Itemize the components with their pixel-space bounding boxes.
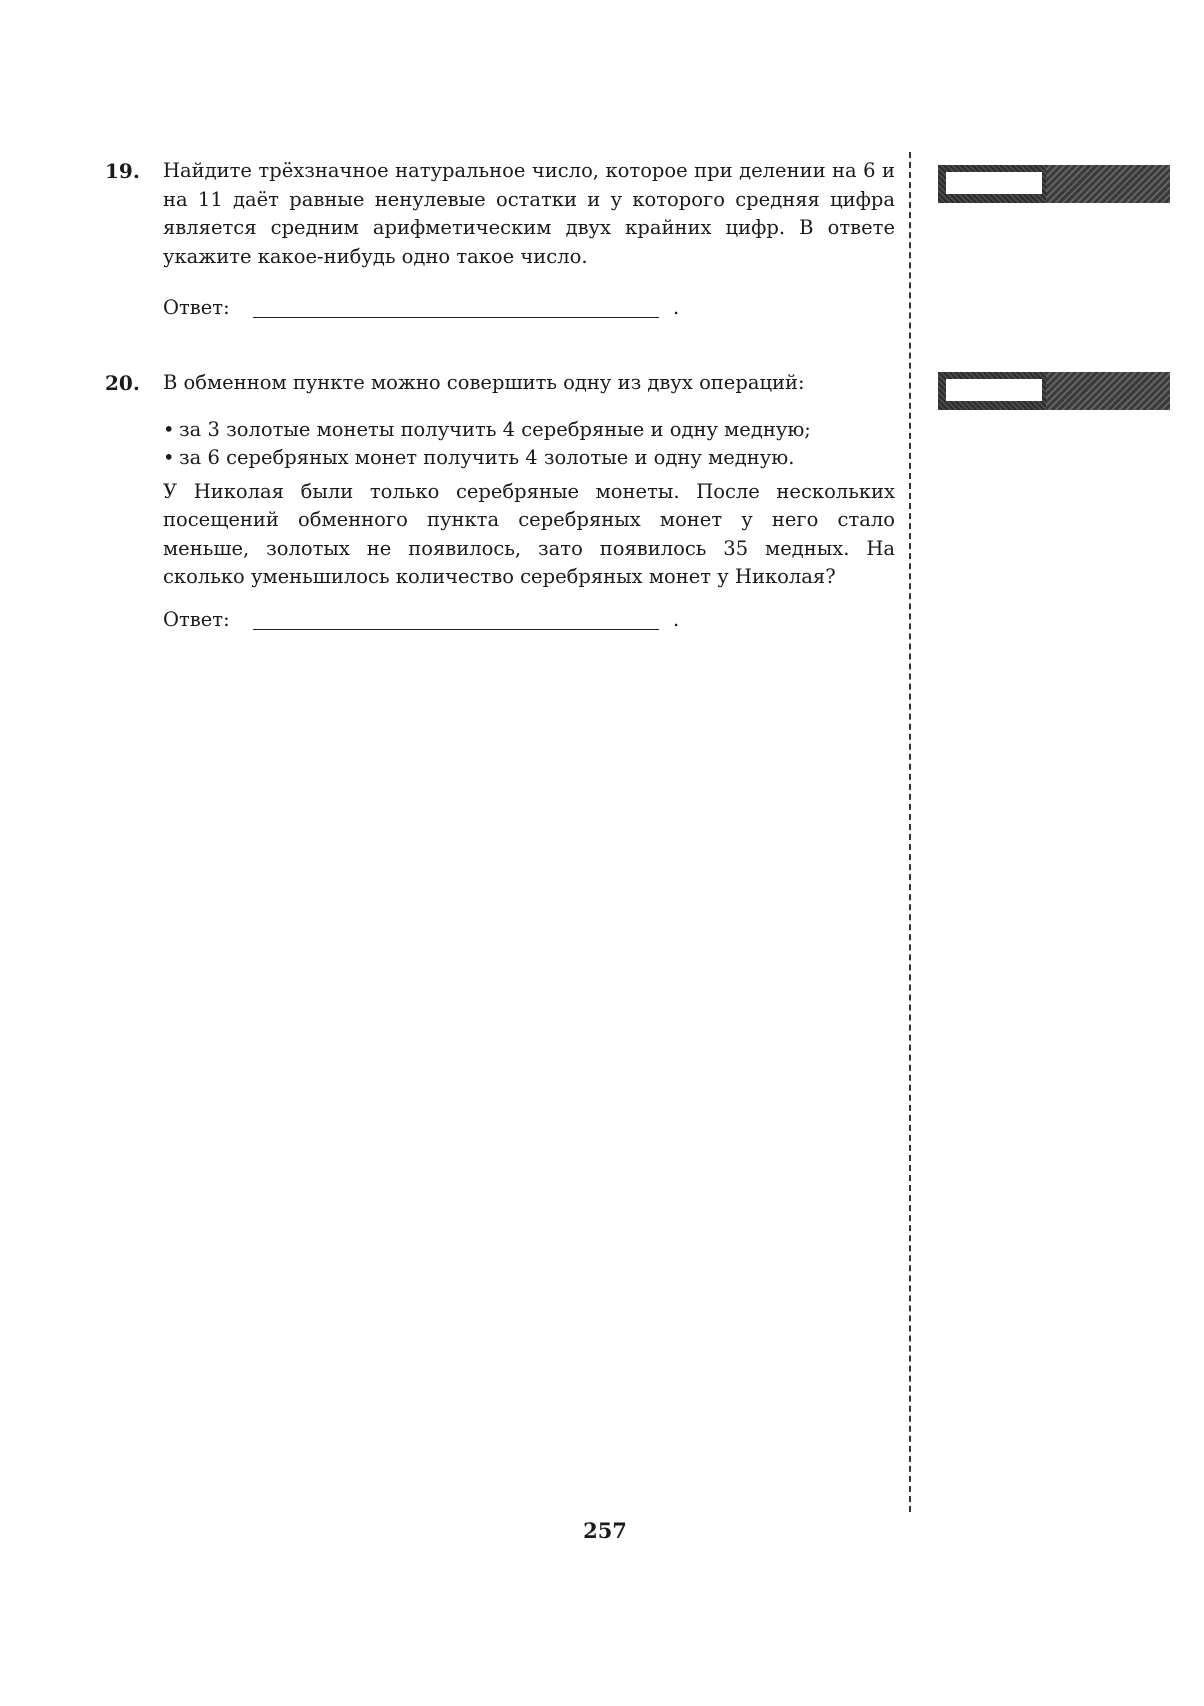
answer-label: Ответ: xyxy=(163,296,230,319)
list-item-text: за 3 золотые монеты получить 4 серебряные и одну медную; xyxy=(179,417,811,441)
answer-end-dot: . xyxy=(673,296,680,319)
list-item-text: за 6 серебряных монет получить 4 золотые и одну медную. xyxy=(179,445,795,469)
box-blank-area xyxy=(946,379,1042,401)
list-item xyxy=(163,444,895,472)
answer-box-19 xyxy=(938,165,1170,203)
operation-list xyxy=(163,416,895,472)
task-statement: Найдите трёхзначное натуральное число, которое при делении на 6 и на 11 даёт равные ненулевые остатки и у которого средняя цифра является средним арифметическим двух крайних цифр. В ответе укажите какое-нибудь одно такое число. xyxy=(163,159,895,268)
box-blank-area xyxy=(946,172,1042,194)
answer-label: Ответ: xyxy=(163,608,230,631)
answer-box-20 xyxy=(938,372,1170,410)
bullet-icon: • xyxy=(163,417,175,441)
list-item xyxy=(163,416,895,444)
cut-line xyxy=(909,152,911,1512)
box-texture xyxy=(1046,372,1170,410)
task-text xyxy=(163,369,895,592)
task-number: 19. xyxy=(105,159,140,183)
page-number: 257 xyxy=(583,1518,627,1543)
task-statement: У Николая были только серебряные монеты. После нескольких посещений обменного пункта серебряных монет у него стало меньше, золотых не появилось, зато появилось 35 медных. На сколько уменьшилось количество серебряных монет у Николая? xyxy=(163,479,895,588)
task-intro: В обменном пункте можно совершить одну из двух операций: xyxy=(163,371,805,394)
answer-field[interactable] xyxy=(253,317,659,318)
task-text xyxy=(163,157,895,271)
box-texture xyxy=(1046,165,1170,203)
bullet-icon: • xyxy=(163,445,175,469)
answer-field[interactable] xyxy=(253,629,659,630)
task-number: 20. xyxy=(105,371,140,395)
answer-end-dot: . xyxy=(673,608,680,631)
